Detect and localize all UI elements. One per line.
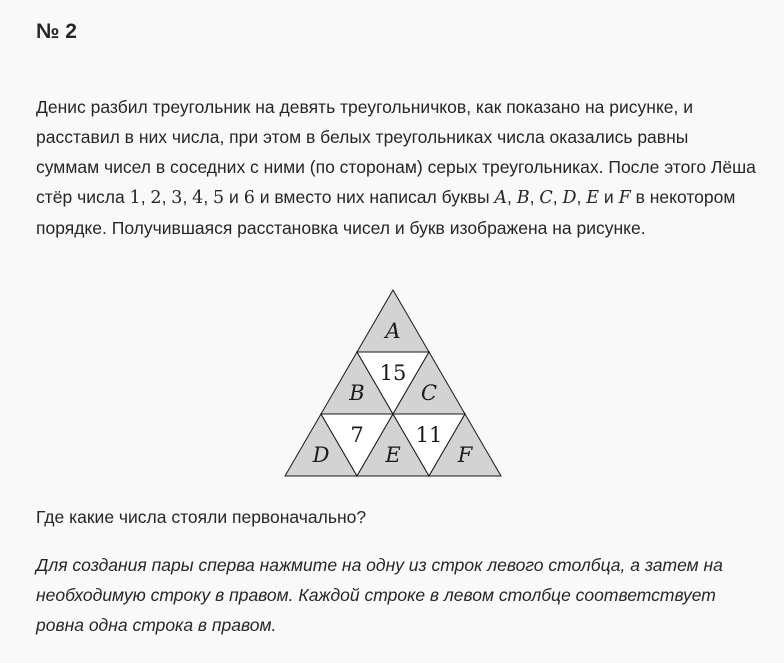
- cell-label-bottom-5: F: [457, 443, 473, 467]
- letter-a: A: [494, 188, 508, 208]
- question-text: Где какие числа стояли первоначально?: [36, 507, 367, 527]
- separator: ,: [140, 187, 151, 207]
- letter-e: E: [586, 188, 600, 208]
- number-2: 2: [150, 188, 162, 208]
- number-6: 6: [243, 188, 255, 208]
- number-3: 3: [171, 188, 183, 208]
- problem-text-part-3: в некотором порядке. Получившаяся расстановка чисел и букв изображена на рисунке.: [36, 187, 736, 238]
- number-5: 5: [213, 188, 225, 208]
- cell-label-mid-right: C: [420, 381, 438, 405]
- instruction-text: Для создания пары сперва нажмите на одну из строк левого столбца, а затем на необходимую строку в правом. Каждой строке в левом столбце соответствует ровна одна строка в правом.: [36, 555, 723, 635]
- separator: ,: [552, 187, 563, 207]
- separator: ,: [529, 187, 540, 207]
- number-4: 4: [192, 188, 204, 208]
- cell-label-bottom-1: D: [312, 443, 330, 467]
- problem-text-part-1: Денис разбил треугольник на девять треугольничков, как показано на рисунке, и расставил в них числа, при этом в белых треугольниках числа оказались равны суммам чисел в соседних с ними (по сторонам) серых треугольниках. После этого Лёша стёр числа: [36, 97, 756, 207]
- triangle-figure: [280, 286, 506, 480]
- letter-c: C: [539, 188, 553, 208]
- letter-d: D: [562, 188, 577, 208]
- conjunction: и: [224, 187, 244, 207]
- separator: ,: [203, 187, 214, 207]
- separator: ,: [507, 187, 517, 207]
- cell-label-mid-left: B: [349, 381, 365, 405]
- separator: ,: [182, 187, 193, 207]
- problem-text-part-2: и вместо них написал буквы: [254, 187, 495, 207]
- cell-label-top: A: [385, 319, 401, 343]
- letter-f: F: [618, 188, 631, 208]
- cell-label-bottom-2: 7: [350, 423, 364, 447]
- number-1: 1: [129, 188, 141, 208]
- problem-statement: [36, 92, 756, 243]
- cell-label-mid-center: 15: [379, 361, 407, 385]
- separator: ,: [161, 187, 172, 207]
- problem-number: № 2: [36, 20, 77, 43]
- conjunction: и: [599, 187, 619, 207]
- cell-label-bottom-4: 11: [415, 423, 443, 447]
- cell-label-bottom-3: E: [385, 443, 401, 467]
- letter-b: B: [516, 188, 530, 208]
- separator: ,: [576, 187, 587, 207]
